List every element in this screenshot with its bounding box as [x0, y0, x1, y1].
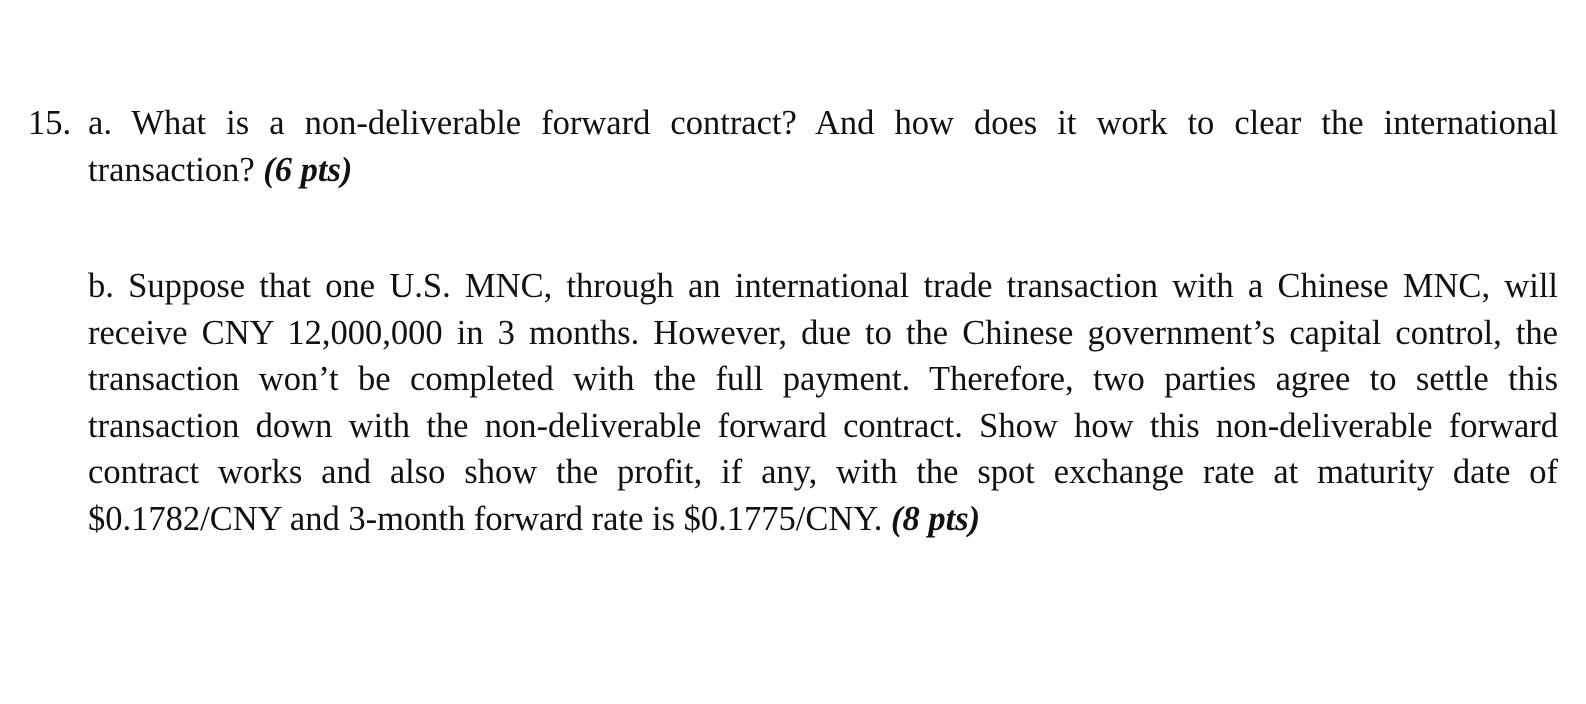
- question-15: [28, 100, 1558, 542]
- part-a-text: a. What is a non-deliverable forward contract? And how does it work to clear the international transaction?: [88, 104, 1558, 189]
- part-b-text: b. Suppose that one U.S. MNC, through an international trade transaction with a Chinese MNC, will receive CNY 12,000,000 in 3 months. However, due to the Chinese government’s capital control, the transaction won’t be completed with the full payment. Therefore, two parties agree to settle this transaction down with the non-deliverable forward contract. Show how this non-deliverable forward contract works and also show the profit, if any, with the spot exchange rate at maturity date of $0.1782/CNY and 3-month forward rate is $0.1775/CNY.: [88, 267, 1558, 538]
- question-part-a: [28, 100, 1558, 193]
- part-b-points: (8 pts): [891, 499, 981, 538]
- question-number: 15.: [28, 104, 72, 142]
- question-part-b: [28, 263, 1558, 542]
- part-a-points: (6 pts): [263, 150, 353, 189]
